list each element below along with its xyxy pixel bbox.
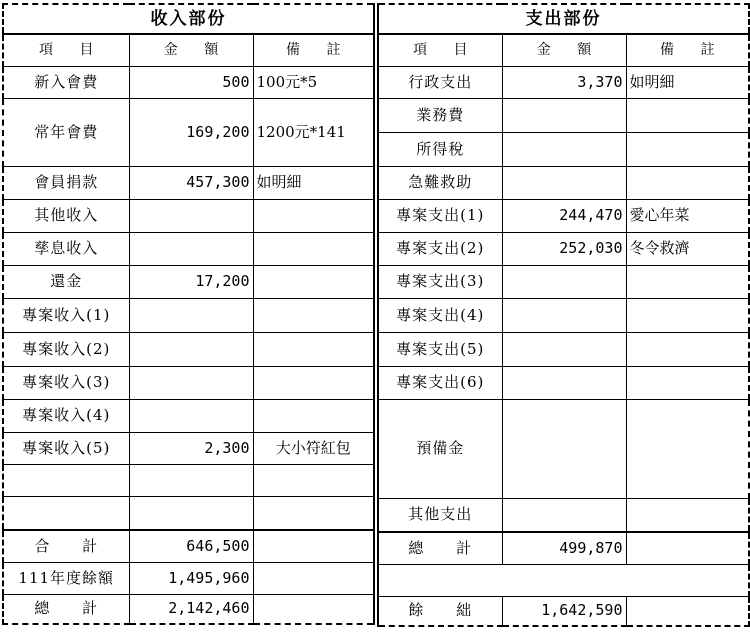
- expense-amount: [502, 298, 626, 332]
- expense-note: [626, 498, 749, 532]
- expense-note: [626, 98, 749, 132]
- income-amount: [129, 332, 253, 366]
- income-item: 專案收入(1): [3, 298, 129, 332]
- expense-item: 專案支出(4): [378, 298, 502, 332]
- income-amount: 500: [129, 66, 253, 98]
- income-item: 還金: [3, 265, 129, 298]
- income-amount: 2,300: [129, 432, 253, 464]
- expense-item: 所得稅: [378, 132, 502, 166]
- expense-note: [626, 399, 749, 498]
- expense-note: [626, 332, 749, 366]
- expense-amount: [502, 366, 626, 399]
- income-note: 如明細: [253, 166, 374, 199]
- expense-amount: [502, 498, 626, 532]
- income-blank-row: [3, 464, 374, 496]
- expense-item: 業務費: [378, 98, 502, 132]
- income-amount: 17,200: [129, 265, 253, 298]
- expense-title: 支出部份: [378, 4, 749, 34]
- expense-table: [377, 3, 750, 627]
- balance-amount: 1,642,590: [502, 596, 626, 626]
- expense-total-amount: 499,870: [502, 532, 626, 564]
- expense-note: 如明細: [626, 66, 749, 98]
- expense-amount: [502, 166, 626, 199]
- prev-balance-label: 111年度餘額: [3, 562, 129, 594]
- financial-statement: [2, 3, 748, 629]
- income-item: 專案收入(4): [3, 399, 129, 432]
- expense-item: 預備金: [378, 399, 502, 498]
- expense-note: [626, 132, 749, 166]
- income-amount: 457,300: [129, 166, 253, 199]
- income-note: [253, 399, 374, 432]
- expense-total-label: 總 計: [378, 532, 502, 564]
- income-item: 其他收入: [3, 199, 129, 232]
- expense-amount: 244,470: [502, 199, 626, 232]
- income-amount: [129, 199, 253, 232]
- income-total-label: 合 計: [3, 530, 129, 562]
- income-note: 1200元*141: [253, 98, 374, 166]
- expense-amount: [502, 265, 626, 298]
- expense-amount: 3,370: [502, 66, 626, 98]
- income-note: 大小符紅包: [253, 432, 374, 464]
- expense-item: 專案支出(5): [378, 332, 502, 366]
- expense-item: 專案支出(6): [378, 366, 502, 399]
- expense-item: 專案支出(2): [378, 232, 502, 265]
- income-total-amount: 646,500: [129, 530, 253, 562]
- income-item: 常年會費: [3, 98, 129, 166]
- income-note: [253, 232, 374, 265]
- expense-note: [626, 366, 749, 399]
- income-item: 會員捐款: [3, 166, 129, 199]
- expense-blank-row: [378, 564, 749, 596]
- prev-balance-amount: 1,495,960: [129, 562, 253, 594]
- income-col-item: 項 目: [3, 34, 129, 66]
- income-amount: [129, 298, 253, 332]
- income-note: 100元*5: [253, 66, 374, 98]
- expense-item: 其他支出: [378, 498, 502, 532]
- income-amount: [129, 366, 253, 399]
- income-amount: [129, 399, 253, 432]
- expense-item: 專案支出(3): [378, 265, 502, 298]
- income-item: 新入會費: [3, 66, 129, 98]
- expense-amount: [502, 98, 626, 132]
- expense-item: 急難救助: [378, 166, 502, 199]
- expense-note: 冬令救濟: [626, 232, 749, 265]
- income-note: [253, 332, 374, 366]
- expense-amount: 252,030: [502, 232, 626, 265]
- expense-note: [626, 166, 749, 199]
- income-note: [253, 199, 374, 232]
- income-amount: [129, 232, 253, 265]
- income-note: [253, 298, 374, 332]
- expense-item: 行政支出: [378, 66, 502, 98]
- income-title: 收入部份: [3, 4, 374, 34]
- expense-note: 愛心年菜: [626, 199, 749, 232]
- expense-amount: [502, 132, 626, 166]
- grand-total-label: 總 計: [3, 594, 129, 624]
- balance-label: 餘 絀: [378, 596, 502, 626]
- expense-item: 專案支出(1): [378, 199, 502, 232]
- expense-col-note: 備 註: [626, 34, 749, 66]
- income-col-amount: 金 額: [129, 34, 253, 66]
- income-amount: 169,200: [129, 98, 253, 166]
- grand-total-amount: 2,142,460: [129, 594, 253, 624]
- income-col-note: 備 註: [253, 34, 374, 66]
- income-table: [2, 3, 375, 625]
- expense-amount: [502, 332, 626, 366]
- expense-col-item: 項 目: [378, 34, 502, 66]
- expense-note: [626, 298, 749, 332]
- expense-note: [626, 265, 749, 298]
- expense-col-amount: 金 額: [502, 34, 626, 66]
- income-note: [253, 366, 374, 399]
- income-note: [253, 265, 374, 298]
- income-item: 專案收入(5): [3, 432, 129, 464]
- income-item: 專案收入(2): [3, 332, 129, 366]
- income-item: 專案收入(3): [3, 366, 129, 399]
- income-blank-row: [3, 496, 374, 530]
- expense-amount: [502, 399, 626, 498]
- income-item: 孳息收入: [3, 232, 129, 265]
